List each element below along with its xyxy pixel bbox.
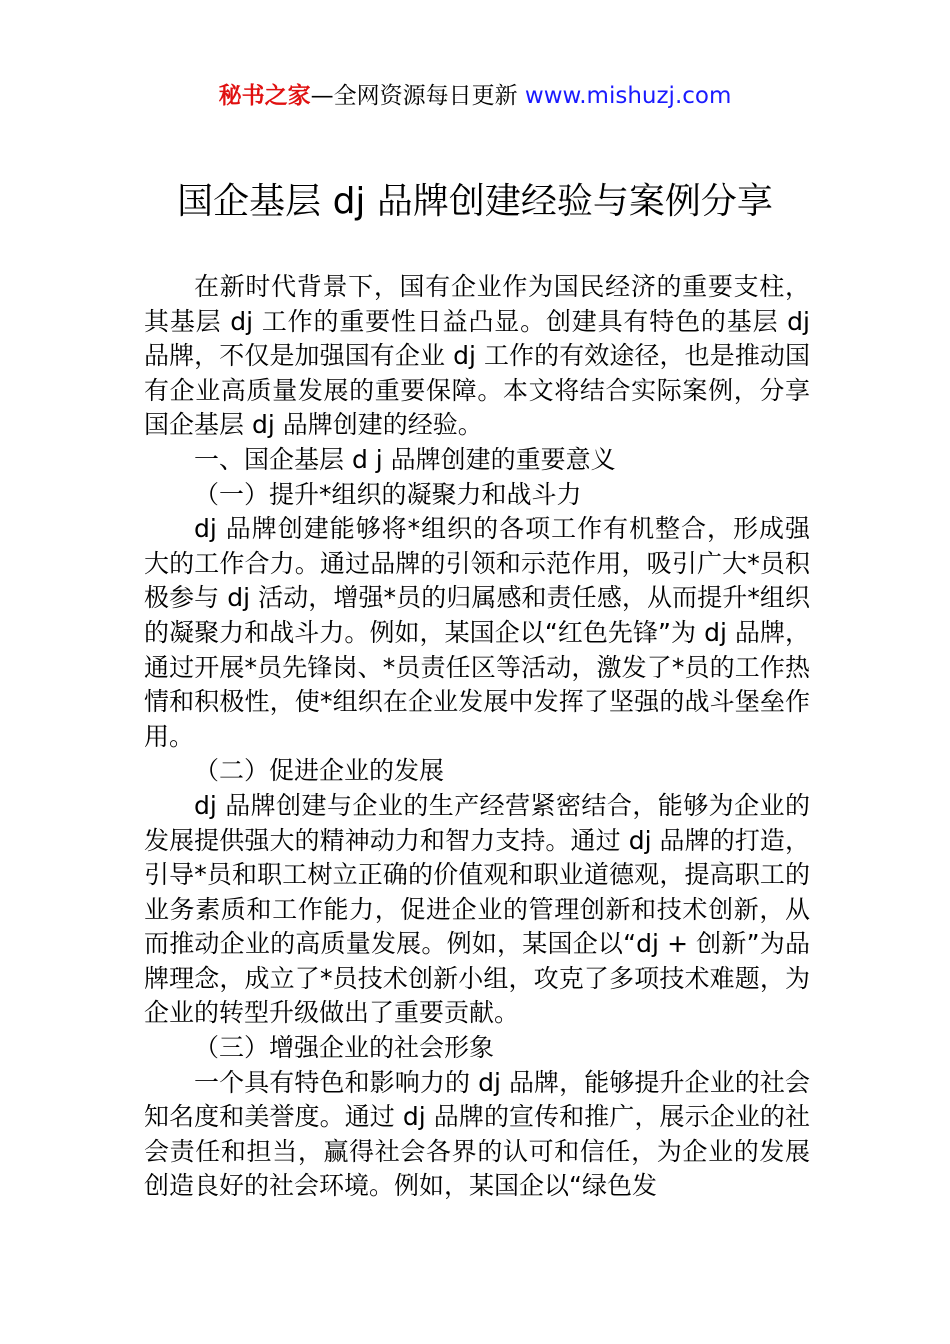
subsection-heading-1: （一）提升*组织的凝聚力和战斗力	[194, 479, 582, 509]
site-url-link[interactable]: www.mishuzj.com	[524, 83, 732, 109]
site-header	[0, 80, 950, 112]
intro-paragraph: 在新时代背景下，国有企业作为国民经济的重要支柱，其基层 dj 工作的重要性日益凸显。创建具有特色的基层 dj 品牌，不仅是加强国有企业 dj 工作的有效途径，也是推动国有企业高质量发展的重要保障。本文将结合实际案例，分享国企基层 dj 品牌创建的经验。	[144, 272, 810, 440]
body-paragraph: dj 品牌创建与企业的生产经营紧密结合，能够为企业的发展提供强大的精神动力和智力支持。通过 dj 品牌的打造，引导*员和职工树立正确的价值观和职业道德观，提高职工的业务素质和工作能力，促进企业的管理创新和技术创新，从而推动企业的高质量发展。例如，某国企以“dj + 创新”为品牌理念，成立了*员技术创新小组，攻克了多项技术难题，为企业的转型升级做出了重要贡献。	[144, 790, 810, 1028]
subsection-heading-2: （二）促进企业的发展	[194, 756, 445, 786]
site-tagline: —全网资源每日更新	[310, 83, 525, 109]
document-title: 国企基层 dj 品牌创建经验与案例分享	[177, 181, 773, 222]
body-paragraph: dj 品牌创建能够将*组织的各项工作有机整合，形成强大的工作合力。通过品牌的引领和示范作用，吸引广大*员积极参与 dj 活动，增强*员的归属感和责任感，从而提升*组织的凝聚力和战斗力。例如，某国企以“红色先锋”为 dj 品牌，通过开展*员先锋岗、*员责任区等活动，激发了*员的工作热情和积极性，使*组织在企业发展中发挥了坚强的战斗堡垒作用。	[144, 514, 810, 751]
document-body	[144, 270, 810, 1204]
site-brand: 秘书之家	[218, 83, 311, 109]
section-heading-1: 一、国企基层 d j 品牌创建的重要意义	[194, 444, 616, 474]
body-paragraph: 一个具有特色和影响力的 dj 品牌，能够提升企业的社会知名度和美誉度。通过 dj 品牌的宣传和推广，展示企业的社会责任和担当，赢得社会各界的认可和信任，为企业的发展创造良好的社会环境。例如，某国企以“绿色发	[144, 1067, 810, 1201]
subsection-heading-3: （三）增强企业的社会形象	[194, 1033, 495, 1063]
